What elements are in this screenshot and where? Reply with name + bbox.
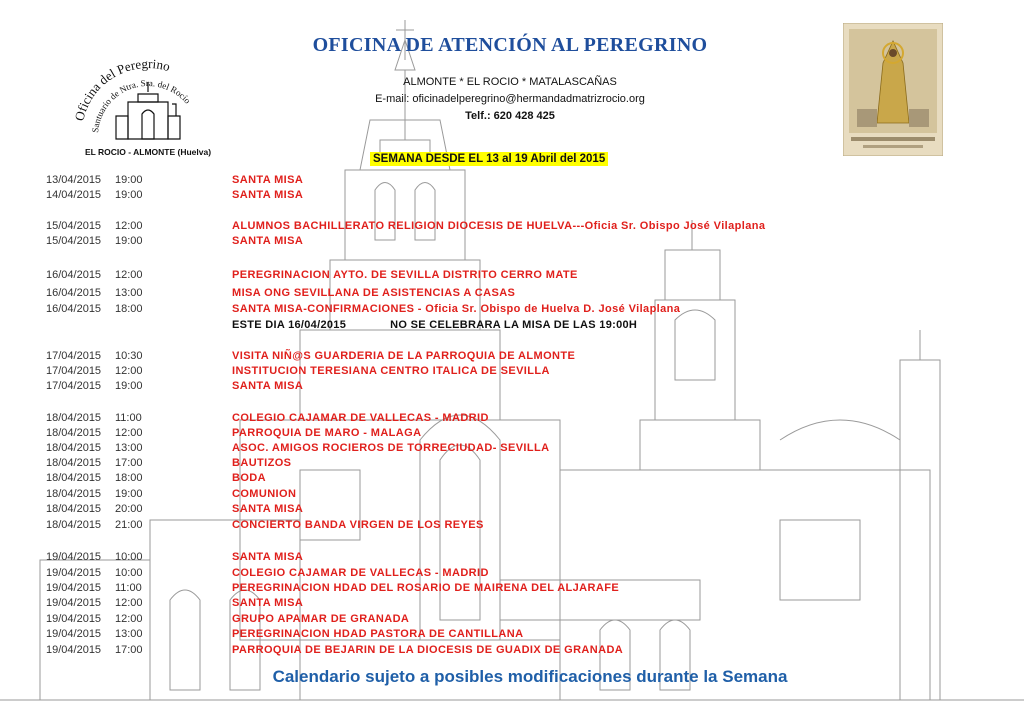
schedule-date: 19/04/2015: [46, 551, 102, 563]
virgin-poster-image: [843, 23, 943, 156]
schedule-row: [0, 519, 1024, 534]
schedule-event: SANTA MISA: [232, 503, 304, 515]
schedule-date: 18/04/2015: [46, 519, 102, 531]
schedule-row: [0, 365, 1024, 380]
schedule-date: 16/04/2015: [46, 287, 102, 299]
schedule-time: 18:00: [115, 303, 143, 315]
schedule-date: 16/04/2015: [46, 303, 102, 315]
schedule-event: SANTA MISA: [232, 189, 304, 201]
schedule-time: 12:00: [115, 613, 143, 625]
schedule-event: SANTA MISA: [232, 174, 304, 186]
schedule-row: [0, 488, 1024, 503]
schedule-event: COMUNION: [232, 488, 297, 500]
location-subtitle: ALMONTE * EL ROCIO * MATALASCAÑAS: [403, 76, 617, 88]
schedule-date: 19/04/2015: [46, 567, 102, 579]
schedule-time: 13:00: [115, 287, 143, 299]
schedule-time: 11:00: [115, 582, 142, 594]
schedule-row: [0, 303, 1024, 318]
schedule-time: 12:00: [115, 365, 143, 377]
schedule-event: VISITA NIÑ@S GUARDERIA DE LA PARROQUIA DE ALMONTE: [232, 350, 576, 362]
logo-text-top: Oficina del Peregrino: [71, 55, 172, 123]
schedule-event: SANTA MISA-CONFIRMACIONES - Oficia Sr. Obispo de Huelva D. José Vilaplana: [232, 303, 681, 315]
schedule-event: SANTA MISA: [232, 551, 304, 563]
schedule-time: 21:00: [115, 519, 143, 531]
schedule-row: [0, 220, 1024, 235]
schedule-date: 14/04/2015: [46, 189, 102, 201]
schedule-event: PARROQUIA DE MARO - MALAGA: [232, 427, 422, 439]
logo-text-arc: Santuario de Ntra. Sra. del Rocío: [90, 77, 193, 134]
schedule-time: 13:00: [115, 628, 143, 640]
schedule-time: 19:00: [115, 174, 143, 186]
note-text: NO SE CELEBRARA LA MISA DE LAS 19:00H: [390, 319, 638, 331]
schedule-date: 18/04/2015: [46, 457, 102, 469]
schedule-event: SANTA MISA: [232, 380, 304, 392]
week-banner: SEMANA DESDE EL 13 al 19 Abril del 2015: [370, 152, 608, 166]
schedule-time: 12:00: [115, 427, 143, 439]
schedule-time: 17:00: [115, 457, 143, 469]
schedule-event: BAUTIZOS: [232, 457, 292, 469]
schedule-row: [0, 597, 1024, 612]
schedule-row: [0, 613, 1024, 628]
schedule-row: [0, 457, 1024, 472]
schedule-date: 18/04/2015: [46, 488, 102, 500]
email-line: E-mail: oficinadelperegrino@hermandadmatrizrocio.org: [375, 93, 645, 105]
schedule-time: 19:00: [115, 235, 143, 247]
note-date: ESTE DIA 16/04/2015: [232, 319, 347, 331]
schedule-event: PARROQUIA DE BEJARIN DE LA DIOCESIS DE GUADIX DE GRANADA: [232, 644, 624, 656]
oficina-peregrino-logo: [68, 44, 228, 162]
schedule-date: 18/04/2015: [46, 503, 102, 515]
schedule-event: SANTA MISA: [232, 235, 304, 247]
schedule-row: [0, 380, 1024, 395]
schedule-row: [0, 503, 1024, 518]
schedule-row: [0, 269, 1024, 284]
schedule-date: 13/04/2015: [46, 174, 102, 186]
phone-line: Telf.: 620 428 425: [465, 110, 555, 122]
schedule-event: PEREGRINACION HDAD PASTORA DE CANTILLANA: [232, 628, 524, 640]
schedule-event: BODA: [232, 472, 266, 484]
schedule-time: 12:00: [115, 269, 143, 281]
schedule-date: 19/04/2015: [46, 582, 102, 594]
schedule-row: [0, 189, 1024, 204]
schedule-time: 11:00: [115, 412, 142, 424]
schedule-time: 10:00: [115, 567, 143, 579]
schedule-row: [0, 287, 1024, 302]
schedule-event: COLEGIO CAJAMAR DE VALLECAS - MADRID: [232, 567, 489, 579]
schedule-row: [0, 551, 1024, 566]
schedule-time: 12:00: [115, 220, 143, 232]
schedule-time: 19:00: [115, 189, 143, 201]
schedule-event: PEREGRINACION HDAD DEL ROSARIO DE MAIRENA DEL ALJARAFE: [232, 582, 620, 594]
schedule-date: 17/04/2015: [46, 365, 102, 377]
footer-disclaimer: Calendario sujeto a posibles modificaciones durante la Semana: [272, 667, 788, 686]
schedule-date: 19/04/2015: [46, 644, 102, 656]
schedule-row: [0, 644, 1024, 659]
schedule-event: ALUMNOS BACHILLERATO RELIGION DIOCESIS DE HUELVA---Oficia Sr. Obispo José Vilaplana: [232, 220, 766, 232]
schedule-date: 17/04/2015: [46, 380, 102, 392]
schedule-row: [0, 174, 1024, 189]
schedule-date: 19/04/2015: [46, 613, 102, 625]
schedule-event: MISA ONG SEVILLANA DE ASISTENCIAS A CASAS: [232, 287, 516, 299]
schedule-time: 19:00: [115, 488, 143, 500]
schedule-row: [0, 442, 1024, 457]
schedule-time: 17:00: [115, 644, 143, 656]
schedule-row: [0, 567, 1024, 582]
schedule-event: ASOC. AMIGOS ROCIEROS DE TORRECIUDAD- SEVILLA: [232, 442, 550, 454]
schedule-date: 18/04/2015: [46, 412, 102, 424]
schedule-date: 18/04/2015: [46, 427, 102, 439]
schedule-date: 15/04/2015: [46, 235, 102, 247]
schedule-event: SANTA MISA: [232, 597, 304, 609]
schedule-time: 20:00: [115, 503, 143, 515]
schedule-date: 15/04/2015: [46, 220, 102, 232]
schedule-row: [0, 412, 1024, 427]
schedule-time: 18:00: [115, 472, 143, 484]
schedule-date: 18/04/2015: [46, 442, 102, 454]
schedule-date: 19/04/2015: [46, 597, 102, 609]
schedule-date: 16/04/2015: [46, 269, 102, 281]
schedule-row: [0, 235, 1024, 250]
page-title: OFICINA DE ATENCIÓN AL PEREGRINO: [312, 34, 708, 56]
schedule-date: 18/04/2015: [46, 472, 102, 484]
schedule-date: 19/04/2015: [46, 628, 102, 640]
schedule-event: GRUPO APAMAR DE GRANADA: [232, 613, 410, 625]
schedule-event: PEREGRINACION AYTO. DE SEVILLA DISTRITO CERRO MATE: [232, 269, 578, 281]
schedule-time: 19:00: [115, 380, 143, 392]
logo-text-bottom: EL ROCIO - ALMONTE (Huelva): [84, 147, 212, 157]
schedule-row: [0, 628, 1024, 643]
schedule-event: COLEGIO CAJAMAR DE VALLECAS - MADRID: [232, 412, 489, 424]
schedule-time: 13:00: [115, 442, 143, 454]
schedule-time: 10:30: [115, 350, 143, 362]
schedule-row: [0, 472, 1024, 487]
schedule-row: [0, 582, 1024, 597]
schedule-date: 17/04/2015: [46, 350, 102, 362]
schedule-event: INSTITUCION TERESIANA CENTRO ITALICA DE SEVILLA: [232, 365, 550, 377]
schedule-event: CONCIERTO BANDA VIRGEN DE LOS REYES: [232, 519, 484, 531]
schedule-row: [0, 427, 1024, 442]
mass-cancel-note: [232, 319, 637, 331]
schedule-row: [0, 350, 1024, 365]
schedule-time: 12:00: [115, 597, 143, 609]
schedule-time: 10:00: [115, 551, 143, 563]
